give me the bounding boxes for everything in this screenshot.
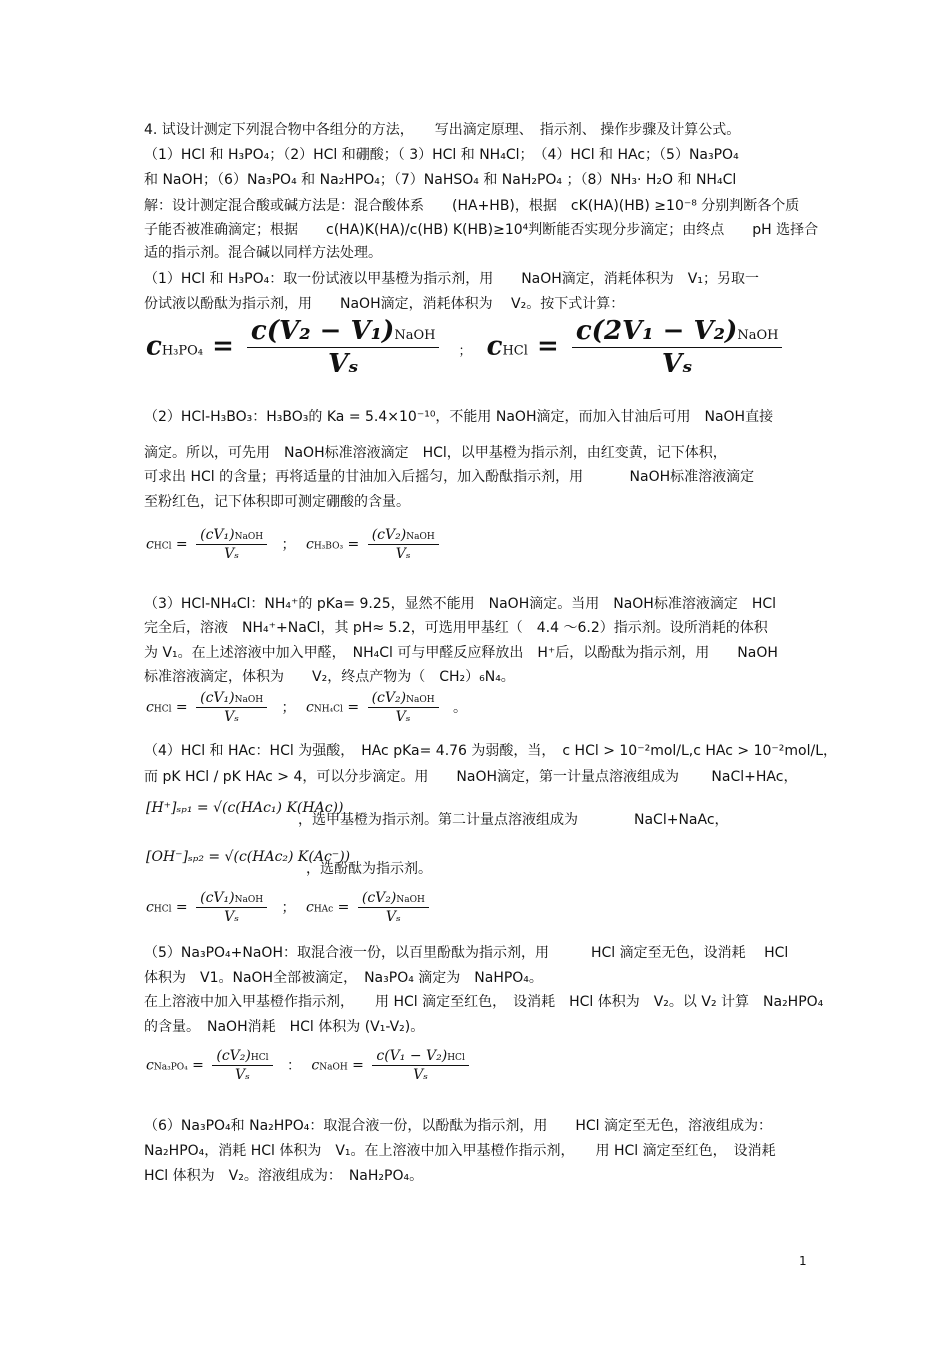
- text-line: （1）HCl 和 H₃PO₄；（2）HCl 和硼酸；（ 3）HCl 和 NH₄Cl； （4）HCl 和 HAc；（5）Na₃PO₄: [144, 147, 739, 163]
- page-number: 1: [799, 1254, 807, 1268]
- text-line: 子能否被准确滴定；根据 c(HA)K(HA)/c(HB) K(HB)≥10⁴判断能否实现分步滴定；由终点 pH 选择合: [144, 222, 819, 238]
- text-line: 在上溶液中加入甲基橙作指示剂， 用 HCl 滴定至红色， 设消耗 HCl 体积为 V₂。以 V₂ 计算 Na₂HPO₄: [144, 994, 824, 1010]
- text-line: 标准溶液滴定，体积为 V₂，终点产物为（ CH₂）₆N₄。: [144, 669, 515, 685]
- text-line: （5）Na₃PO₄+NaOH：取混合液一份，以百里酚酞为指示剂，用 HCl 滴定至无色，设消耗 HCl: [144, 945, 789, 961]
- text-line: （2）HCl-H₃BO₃：H₃BO₃的 Ka = 5.4×10⁻¹⁰，不能用 NaOH滴定，而加入甘油后可用 NaOH直接: [144, 409, 774, 425]
- text-line: Na₂HPO₄，消耗 HCl 体积为 V₁。在上溶液中加入甲基橙作指示剂， 用 HCl 滴定至红色， 设消耗: [144, 1143, 776, 1159]
- text-line: 完全后，溶液 NH₄⁺+NaCl，其 pH≈ 5.2，可选用甲基红（ 4.4 ～6.2）指示剂。设所消耗的体积: [144, 620, 768, 636]
- text-line: 滴定。所以，可先用 NaOH标准溶液滴定 HCl，以甲基橙为指示剂，由红变黄，记下体积，: [144, 445, 727, 461]
- text-line: 至粉红色，记下体积即可测定硼酸的含量。: [144, 494, 410, 510]
- text-line: 份试液以酚酞为指示剂，用 NaOH滴定，消耗体积为 V₂。按下式计算：: [144, 296, 625, 312]
- formula-h-sp1: [H⁺]ₛₚ₁ = √(c(HAc₁) K(HAc)): [146, 800, 344, 816]
- formula-h3po4-hcl: cH₃PO₄ = c(V₂ − V₁)NaOH Vₛ ； cHCl = c(2V₁ − V₂)NaOH Vₛ: [146, 316, 786, 379]
- question-line: 4. 试设计测定下列混合物中各组分的方法， 写出滴定原理、 指示剂、 操作步骤及计算公式。: [144, 122, 741, 138]
- text-line: ，选酚酞为指示剂。: [306, 861, 432, 877]
- text-line: （6）Na₃PO₄和 Na₂HPO₄：取混合液一份，以酚酞为指示剂，用 HCl 滴定至无色，溶液组成为：: [144, 1118, 773, 1134]
- text-line: HCl 体积为 V₂。溶液组成为： NaH₂PO₄。: [144, 1168, 424, 1184]
- text-line: 的含量。 NaOH消耗 HCl 体积为 (V₁-V₂)。: [144, 1019, 425, 1035]
- formula-hcl-h3bo3: cHCl = (cV₁)NaOH Vₛ ； cH₃BO₃ = (cV₂)NaOH Vₛ: [146, 527, 443, 562]
- text-line: （4）HCl 和 HAc：HCl 为强酸， HAc pKa= 4.76 为弱酸，当， c HCl > 10⁻²mol/L,c HAc > 10⁻²mol/L，: [144, 743, 838, 759]
- text-line: （3）HCl-NH₄Cl：NH₄⁺的 pKa= 9.25，显然不能用 NaOH滴定。当用 NaOH标准溶液滴定 HCl: [144, 596, 777, 612]
- formula-oh-sp2: [OH⁻]ₛₚ₂ = √(c(HAc₂) K(Ac⁻)): [146, 849, 351, 865]
- text-line: （1）HCl 和 H₃PO₄：取一份试液以甲基橙为指示剂，用 NaOH滴定，消耗体积为 V₁；另取一: [144, 271, 759, 287]
- formula-hcl-nh4cl: cHCl = (cV₁)NaOH Vₛ ； cNH₄Cl = (cV₂)NaOH Vₛ 。: [146, 690, 467, 725]
- text-line: 适的指示剂。混合碱以同样方法处理。: [144, 245, 382, 261]
- text-line: 解：设计测定混合酸或碱方法是：混合酸体系 (HA+HB)，根据 cK(HA)(HB) ≥10⁻⁸ 分别判断各个质: [144, 198, 800, 214]
- text-line: 为 V₁。在上述溶液中加入甲醛， NH₄Cl 可与甲醛反应释放出 H⁺后，以酚酞为指示剂，用 NaOH: [144, 645, 778, 661]
- text-line: ，选甲基橙为指示剂。第二计量点溶液组成为 NaCl+NaAc，: [298, 812, 729, 828]
- text-line: 和 NaOH；（6）Na₃PO₄ 和 Na₂HPO₄；（7）NaHSO₄ 和 NaH₂PO₄ ；（8）NH₃· H₂O 和 NH₄Cl: [144, 172, 737, 188]
- text-line: 体积为 V1。NaOH全部被滴定， Na₃PO₄ 滴定为 NaHPO₄。: [144, 970, 543, 986]
- text-line: 而 pK HCl / pK HAc > 4，可以分步滴定。用 NaOH滴定，第一计量点溶液组成为 NaCl+HAc，: [144, 769, 798, 785]
- formula-hcl-hac: cHCl = (cV₁)NaOH Vₛ ； cHAc = (cV₂)NaOH Vₛ: [146, 890, 433, 925]
- text-line: 可求出 HCl 的含量；再将适量的甘油加入后摇匀，加入酚酞指示剂，用 NaOH标准溶液滴定: [144, 469, 755, 485]
- formula-na3po4-naoh: cNa₃PO₄ = (cV₂)HCl Vₛ ： cNaOH = c(V₁ − V₂)HCl Vₛ: [146, 1048, 473, 1083]
